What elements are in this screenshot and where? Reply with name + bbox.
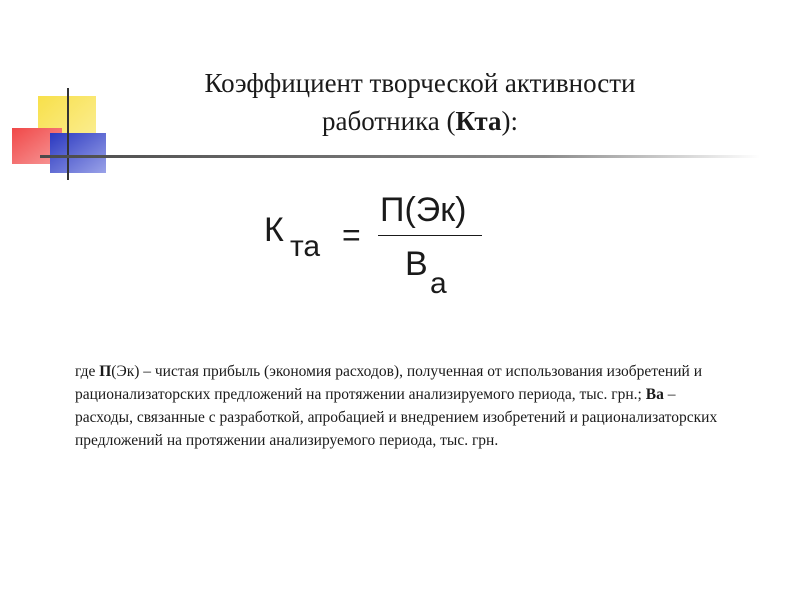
desc-prefix: где: [75, 363, 100, 380]
formula-denominator-main: В: [405, 245, 428, 283]
title-prefix: работника (: [322, 106, 456, 136]
formula-description: [75, 360, 735, 452]
desc-term-2: Ва: [645, 386, 664, 403]
horizontal-rule: [40, 155, 760, 158]
title-line-2: [120, 102, 720, 140]
desc-text-1: – чистая прибыль (экономия расходов), полученная от использования изобретений и рационализаторских предложений на протяжении анализируемого периода, тыс. грн.;: [75, 363, 702, 403]
desc-text-2: – расходы, связанные с разработкой, апробацией и внедрением изобретений и рационализаторских предложений на протяжении анализируемого периода, тыс. грн.: [75, 386, 718, 449]
desc-term-1: П: [99, 363, 112, 380]
formula-lhs-main: К: [264, 211, 284, 249]
fraction-line: [378, 235, 482, 236]
formula: [262, 190, 502, 310]
formula-lhs-subscript: та: [290, 230, 321, 263]
formula-equals: =: [342, 217, 361, 253]
slide-title: [120, 64, 720, 140]
formula-denominator-subscript: а: [430, 267, 447, 300]
blue-square: [50, 133, 106, 173]
title-bold-term: Кта: [455, 106, 502, 136]
title-suffix: ):: [501, 106, 518, 136]
formula-numerator: П(Эк): [380, 191, 467, 229]
desc-term-1-paren: (Эк): [111, 363, 140, 380]
title-line-1: Коэффициент творческой активности: [204, 68, 636, 98]
